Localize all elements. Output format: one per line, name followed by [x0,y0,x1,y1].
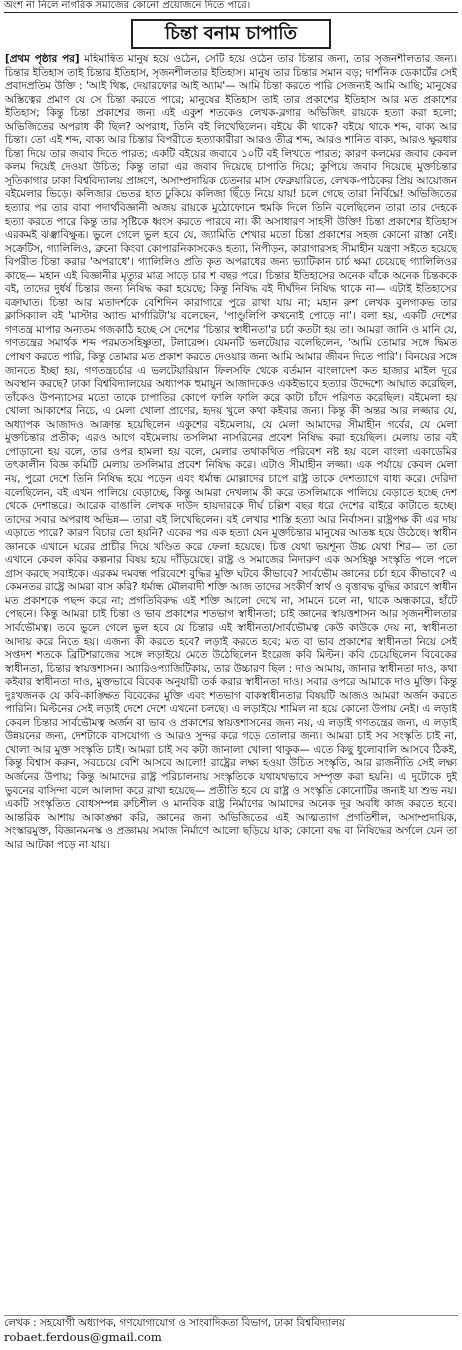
article-paragraph [5,53,457,852]
previous-article-tail: অংশ না নিলে নাগরিক সমাজের কোনো প্রয়োজনে দিতে পারে। [4,0,458,13]
author-credit: লেখক : সহযোগী অধ্যাপক, গণযোগাযোগ ও সাংবাদিকতা বিভাগ, ঢাকা বিশ্ববিদ্যালয় [4,1317,345,1329]
author-email[interactable]: robaet.ferdous@gmail.com [4,1330,162,1344]
author-footer [4,1315,458,1344]
article-title: চিন্তা বনাম চাপাতি [164,22,298,44]
article-title-box [131,19,331,49]
continued-label: [প্রথম পৃষ্ঠার পর] [5,53,80,65]
paragraph-text: মহিমান্বিত মানুষ হয়ে ওঠেন, সেটি হয়ে ওঠেন তার চিন্তার জন্য, তার সৃজনশীলতার জন্য। চিন্তার ইতিহাস তাই চিন্তার ইতিহাস, সৃজনশীলতার ইতিহাস। মানুষ তার চিন্তার সমান বড়; দার্শনিক ডেকার্টের সেই প্রবাদপ্রতিম উক্তি : 'আই থিঙ্ক, দেয়ারফোর আই অ্যাম'— আমি চিন্তা করতে পারি সেজন্যই আমি আছি; মানুষের অস্তিত্বের প্রমাণ যে সে চিন্তা করতে পারে; মানুষের ইতিহাস তাই তার প্রকাশের ইতিহাস আর মত প্রকাশের ইতিহাস; কিন্তু চিন্তা প্রকাশের জন্য এই একুশ শতকেও লেখক-ব্লগার অভিজিৎ রায়কে হত্যা করা হলো; অভিজিতের অপরাধ কী ছিল? অপরাধ, তিনি বই লিখেছিলেন। বইয়ে কী থাকে? বইয়ে থাকে শব্দ, বাক্য আর চিন্তা। তো এই শব্দ, বাক্য আর চিন্তার বিপরীতে হত্যাকারীরা আরও তীব্র শব্দ, আরও শানিত বাক্য, আরও ক্ষুরধার চিন্তা দিয়ে তার জবাব দিতে পারত; একটি বইয়ের জবাবে ১০টি বই লিখতে পারত; কারণ কলমের জবাব কেবল কলম দিয়েই দেওয়া উচিত; কিন্তু তারা এর জবাব দিয়েছে চাপাতি দিয়ে; কুপিয়ে জবাব দিয়েছে মুক্তচিন্তার সূতিকাগার ঢাকা বিশ্ববিদ্যালয় প্রাঙ্গণে, অসাম্প্রদায়িক চেতনার মাস ফেব্রুয়ারিতে, লেখক-পাঠকের প্রিয় আয়োজন বইমেলার ভিড়ে। কলিজার ভেতর হাত ঢুকিয়ে কলিজা ছিঁড়ে নিয়ে যায়! চলে গেছে তারা নির্বিঘ্নে! অভিজিতের হত্যার পর তার বাবা পদার্থবিজ্ঞানী অজয় রায়কে মুঠোফোনে হুমকি দিলে তিনি বলেছিলেন তারা তার দেহকে হত্যা করতে পারে কিন্তু তার সৃষ্টিকে ধ্বংস করতে পারবে না। কী অসাধারণ সাহসী উক্তি! চিন্তা প্রকাশের ইতিহাস এরকমই ঝঞ্ঝাবিক্ষুব্ধ। ভুলে গেলে ভুল হবে যে, জ্যামিতি শেখার মতো চিন্তা প্রকাশের সহজ কোনো রাস্তা নেই। সক্রেটিস, গ্যালিলিও, ব্রুনো কিংবা কোপারনিকাসকেও হত্যা, নিপীড়ন, কারাগারসহ সীমাহীন যন্ত্রণা সইতে হয়েছে বিপরীত চিন্তা করার 'অপরাধে'। গ্যালিলিও প্রতি কৃত অপরাধের জন্য ভ্যাটিকান চার্চ ক্ষমা চেয়েছে গ্যালিলিওর কাছে— মহান এই বিজ্ঞানীর মৃত্যুর মাত্র সাড়ে চার শ বছর পরে। চিন্তার ইতিহাসের অনেক বাঁকে অনেক চিন্তককে বই, তাদের দুর্ধর্ষ চিন্তার জন্য নিষিদ্ধ করা হয়েছে; কিন্তু নিষিদ্ধ বই দীর্ঘদিন নিষিদ্ধ থাকে না— এটাই ইতিহাসের বক্রাঘাত। চিন্তা আর মতাদর্শকে বেশিদিন কারাগারে পুরে রাখা যায় না; মহান রুশ লেখক বুলগাকভ তার ক্লাসিক্যাল বই 'মাস্টার অ্যান্ড মার্গারিটা'য় বলেছেন, 'পাণ্ডুলিপি কখনোই পোড়ে না'। বলা হয়, একটি দেশের গণতন্ত্র মাপার অন্যতম গজকাঠি হচ্ছে সে দেশের 'চিন্তার স্বাধীনতা'র চর্চা কতটা হয় তা। আমরা জানি ও মানি যে, গণতন্ত্রের সমার্থক শব্দ পরমতসহিষ্ণুতা, টলারেন্স। যেমনটি ভলটেয়ার বলেছিলেন, 'আমি তোমার সঙ্গে দ্বিমত পোষণ করতে পারি, কিন্তু তোমার মত প্রকাশ করতে দেওয়ার জন্য আমি আমার জীবন দিতে পারি'। বিনয়ের সঙ্গে জানতে ইচ্ছা হয়, গণতন্ত্রচর্চার এ ভলটেয়ারিয়ান ফিলসফি থেকে বর্তমান বাংলাদেশ কত হাজার মাইল দূরে অবস্থান করছে? ঢাকা বিশ্ববিদ্যালয়ের অধ্যাপক হুমায়ুন আজাদকেও একইভাবে হত্যার উদ্দেশ্যে আঘাত করেছিল, তাঁকেও উপন্যাসের মতো তাকে চাপাতির কোপে ফালি ফালি করে কাটা চাঁদে পরিণত করেছিল। বইমেলা হয় খোলা আকাশের নিচে, এ মেলা খোলা প্রাণের, হৃদয় খুলে কথা কইবার জন্য। কিন্তু কী অন্তর আর লজ্জার যে, অধ্যাপক আজাদও আক্রান্ত হয়েছিলেন একুশের বইমেলায়, যে মেলা আমাদের সীমাহীন গর্বের, যে মেলা মুক্তচিন্তার প্রতীক; এরও আগে বইমেলায় তসলিমা নাসরিনের প্রবেশ নিষিদ্ধ করা হয়েছিল। মেলায় তার বই পোড়ানো হয় বলে, তার ওপর হামলা হয় বলে, মেলার তথাকথিত পরিবেশ নষ্ট হয় বলে বাংলা একাডেমির তৎকালীন বিজ্ঞ কমিটি মেলায় তসলিমার প্রবেশ নিষিদ্ধ করে। এটাও সীমাহীন লজ্জা। এক পর্যায়ে কেবল মেলা নয়, পুরো দেশে তিনি নিষিদ্ধ হয়ে পড়েন এবং ধর্মান্ধ মোল্লাদের চাপে রাষ্ট্র তাকে দেশত্যাগে বাধ্য করে। দেরিদা বলেছিলেন, বই এখন পালিয়ে বেড়াচ্ছে, কিন্তু আমরা দেখলাম কী করে তসলিমাকে পালিয়ে বেড়াতে হচ্ছে দেশ থেকে দেশান্তরে। আরেক বাঙালি লেখক দাউদ হায়দারকে দীর্ঘ চল্লিশ বছর ধরে দেশের বাইরে কাটাতে হচ্ছে। তাদের সবার অপরাধ অভিন্ন— তারা বই লিখেছিলেন। বই লেখার শাস্তি হত্যা আর নির্বাসন। রাষ্ট্রপক্ষ কী এর দায় এড়াতে পারে? কারণ বিচার তো হয়নি? একের পর এক হত্যা যেন মুক্তচিন্তার মানুষের আতঙ্ক হয়ে উঠেছে। স্বাধীন জ্ঞানকে এখানে ঘরের প্রাচীর দিয়ে খণ্ডিত করে ফেলা হয়েছে। চিত্ত যেথা ভয়শূন্য উচ্চ যেথা শির— তা তো এখানে কেবল কবির কল্পনার বিষয় হয়ে দাঁড়িয়েছে। রাষ্ট্র ও সমাজের নিদারুণ এক অসহিষ্ণু সংস্কৃতি পলে পলে গ্রাস করছে সবাইকে। এরকম দমবন্ধ পরিবেশে বুদ্ধির মুক্তি ঘটবে কীভাবে? সার্বভৌম জ্ঞানের চর্চা হবে কীভাবে? এ কেমনতর রাষ্ট্রে আমরা বাস করি? ধর্মান্ধ মৌলবাদী শক্তি আজ তাদের সংকীর্ণ স্বার্থ ও বৃত্তাবদ্ধ বুদ্ধির কারণে স্বাধীন মত প্রকাশকে পছন্দ করে না; প্রগতিবিরুদ্ধ এই শক্তি আলো দেখে না, সামনে চলে না, থাকে অন্ধকারে, হাঁটে পেছনে। কিন্তু আমরা চাই চিন্তা ও ভাব প্রকাশের শতভাগ স্বাধীনতা; চাই জ্ঞানের স্বায়ত্তশাসন আর সৃজনশীলতার সার্বভৌমত্ব। তবে ভুলে গেলে ভুল হবে যে চিন্তার এই স্বাধীনতা/সার্বভৌমত্ব কেউ কাউকে দেয় না, স্বাধীনতা আদায় করে নিতে হয়। এজন্য কী করতে হবে? লড়াই করতে হবে; মত বা ভাব প্রকাশের স্বাধীনতা নিয়ে সেই সপ্তদশ শতকে ব্রিটিশরাজের সঙ্গে লড়াইয়ে মেতে উঠেছিলেন ইংরেজ কবি মিল্টন। কবি চেয়েছিলেন বিবেকের স্বাধীনতা, চিন্তার স্বায়ত্তশাসন। অ্যারিওপ্যাজিটিকায়, তার উচ্চারণ ছিল : দাও আমায়, জানার স্বাধীনতা দাও, কথা কইবার স্বাধীনতা দাও, মুক্তভাবে বিবেক অনুযায়ী তর্ক করার স্বাধীনতা দাও। সবার ওপরে আমাকে দাও মুক্তি। কিন্তু দুঃখজনক যে কবি-কাঙ্ক্ষিত বিবেকের মুক্তি এবং শতভাগ বাকস্বাধীনতার বিষয়টি আজও আমরা অর্জন করতে পারিনি। মিল্টনের সেই লড়াই দেশে দেশে এখনো চলছে। এ লড়াইয়ে শামিল না হয়ে কোনো উপায় নেই। এ লড়াই কেবল চিন্তার সার্বভৌমত্ব অর্জন বা ভাব ও প্রকাশের স্বায়ত্তশাসনের জন্য নয়, এ লড়াই গণতন্ত্রের জন্য, এ লড়াই উন্নয়নের জন্য, দেশটাকে বাসযোগ্য ও আরও সুন্দর করে গড়ে তোলার জন্য। আমরা চাই সব সংস্কৃতি চাই না, খোলা আর মুক্ত সংস্কৃতি চাই। আমরা চাই সব কটা জানালা খোলা থাকুক— এতে কিছু ধুলোবালি আসবে ঠিকই, কিন্তু বিশ্বাস করুন, সবচেয়ে বেশি আসবে আলো! রাষ্ট্রের লক্ষ্য হওয়া উচিত সংস্কৃতি, আর রাজনীতি সেই লক্ষ্য অর্জনের উপায়; কিন্তু আমাদের রাষ্ট্র পরিচালনায় সংস্কৃতিকে যথাযথভাবে সম্পৃক্ত করা হয়নি। এ দুটোকে দুই ভুবনের বাসিন্দা বলে আলাদা করে রাখা হয়েছে— প্রতীতি হবে যে রাষ্ট্র ও সংস্কৃতি কোনোটির জন্যই যা শুভ নয়। একটি সংস্কৃতিত বোধসম্পন্ন রুচিশীল ও মানবিক রাষ্ট্র নির্মাণের আমাদের অনেক দূর অবধি কাজ করতে হবে। আন্তরিক আশায় আকাঙ্ক্ষা করি, জ্ঞানের জন্য অভিজিতের এই আত্মত্যাগ প্রগতিশীল, অসাম্প্রদায়িক, সংস্কারমুক্ত, বিজ্ঞানমনস্ক ও প্রজ্ঞাময় সমাজ নির্মাণে আলো ছড়িয়ে যাক; কোনো বদ্ধ বা নিষিদ্ধের অর্গলে যেন তা আর আটকা পড়ে না যায়। [5,53,457,851]
article-body [5,53,457,1315]
